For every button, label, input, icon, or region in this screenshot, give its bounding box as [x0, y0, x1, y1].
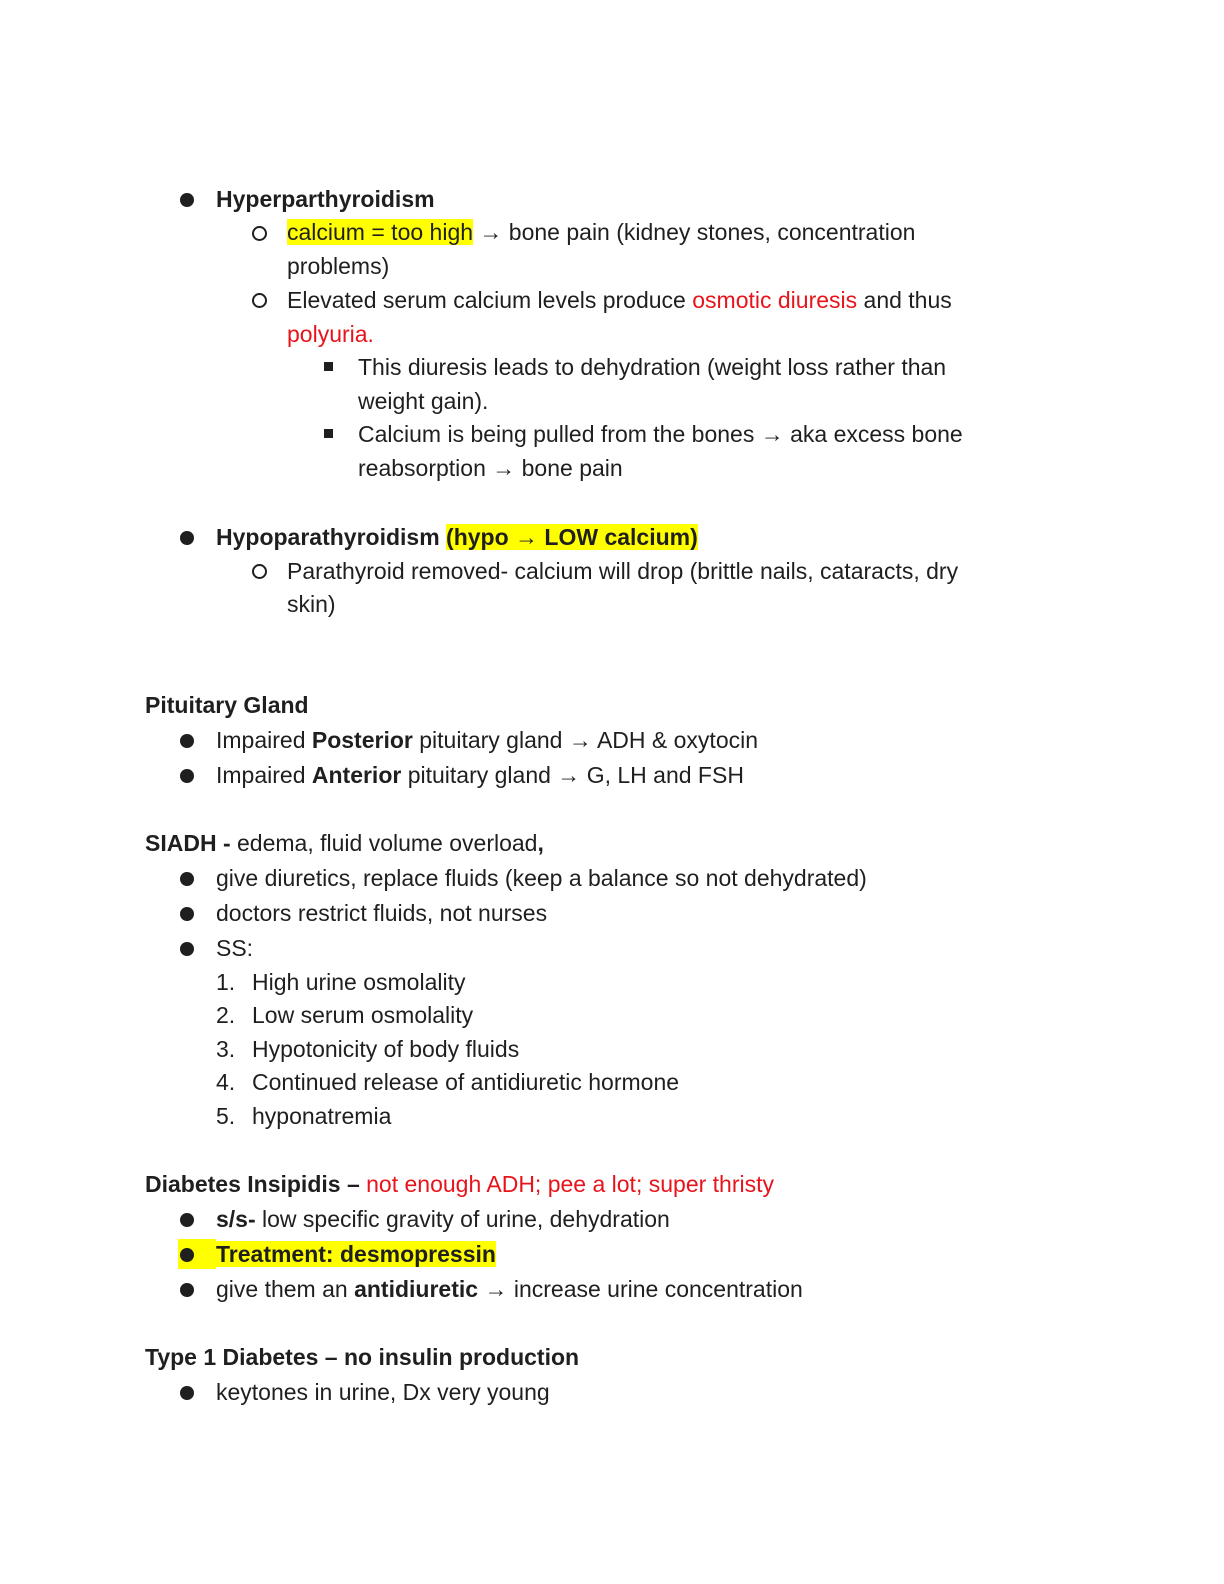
di-ss-label: s/s- — [216, 1206, 256, 1232]
bullet-icon — [180, 907, 194, 921]
di-bullet-1 — [216, 1205, 670, 1233]
highlight-calcium-too-high: calcium = too high — [287, 219, 474, 245]
siadh-bullet-3: SS: — [216, 935, 254, 961]
hyperpara-sub-2 — [287, 286, 952, 314]
desmopressin-text: desmopressin — [339, 1241, 496, 1267]
pituitary-bullet-2 — [216, 761, 744, 789]
square-bullet-icon — [324, 362, 333, 371]
circle-bullet-icon — [252, 564, 267, 579]
siadh-desc: edema, fluid volume overload — [230, 830, 538, 856]
osmotic-diuresis-text: osmotic diuresis — [692, 287, 858, 313]
list-item: Low serum osmolality — [252, 1002, 474, 1028]
hypopara-title-text: Hypoparathyroidism — [216, 524, 447, 550]
hyperpara-detail-2-cont: reabsorption → bone pain — [358, 455, 623, 481]
t1d-bullet-1: keytones in urine, Dx very young — [216, 1379, 550, 1405]
circle-bullet-icon — [252, 293, 267, 308]
circle-bullet-icon — [252, 226, 267, 241]
hyperparathyroidism-title: Hyperparthyroidism — [216, 186, 435, 212]
siadh-heading — [145, 829, 544, 857]
bullet-icon — [180, 1248, 194, 1262]
pituitary-b2-b: pituitary gland → G, LH and FSH — [401, 762, 744, 788]
list-number: 3. — [216, 1036, 236, 1062]
type1-diabetes-heading: Type 1 Diabetes – no insulin production — [145, 1344, 580, 1370]
bullet-icon — [180, 769, 194, 783]
square-bullet-icon — [324, 429, 333, 438]
list-item: Continued release of antidiuretic hormone — [252, 1069, 680, 1095]
polyuria-text: polyuria. — [287, 321, 374, 347]
anterior-bold: Anterior — [311, 762, 402, 788]
list-number: 2. — [216, 1002, 236, 1028]
hyperpara-detail-2: Calcium is being pulled from the bones → aka excess bone — [358, 421, 963, 447]
list-number: 1. — [216, 969, 236, 995]
di-bullet-3 — [216, 1275, 803, 1303]
list-number: 4. — [216, 1069, 236, 1095]
hypoparathyroidism-title — [216, 523, 698, 551]
hypopara-sub-1: Parathyroid removed- calcium will drop (brittle nails, cataracts, dry — [287, 558, 959, 584]
posterior-bold: Posterior — [311, 727, 413, 753]
bullet-icon — [180, 193, 194, 207]
hyperpara-sub-1 — [287, 218, 915, 246]
pituitary-b2-a: Impaired — [216, 762, 312, 788]
hypopara-sub-1-cont: skin) — [287, 591, 336, 617]
hyperpara-detail-1-cont: weight gain). — [358, 388, 489, 414]
list-item: Hypotonicity of body fluids — [252, 1036, 520, 1062]
bullet-icon — [180, 1213, 194, 1227]
highlight-low-calcium: (hypo → LOW calcium) — [446, 524, 698, 550]
antidiuretic-bold: antidiuretic — [354, 1276, 479, 1302]
list-number: 5. — [216, 1103, 236, 1129]
hyperpara-sub-2-text-a: Elevated serum calcium levels produce — [287, 287, 693, 313]
pituitary-heading: Pituitary Gland — [145, 692, 309, 718]
di-bullet-2 — [216, 1240, 496, 1268]
hyperpara-sub-1-text: → bone pain (kidney stones, concentration — [473, 219, 916, 245]
pituitary-b1-a: Impaired — [216, 727, 312, 753]
list-item: hyponatremia — [252, 1103, 392, 1129]
siadh-bullet-1: give diuretics, replace fluids (keep a balance so not dehydrated) — [216, 865, 867, 891]
siadh-label: SIADH - — [145, 830, 231, 856]
diabetes-insipidus-heading — [145, 1170, 774, 1198]
di-b3-b: → increase urine concentration — [478, 1276, 803, 1302]
siadh-comma: , — [537, 830, 544, 856]
bullet-icon — [180, 942, 194, 956]
bullet-icon — [180, 1386, 194, 1400]
di-b3-a: give them an — [216, 1276, 355, 1302]
hyperpara-detail-1: This diuresis leads to dehydration (weight loss rather than — [358, 354, 947, 380]
bullet-icon — [180, 872, 194, 886]
di-desc-red: not enough ADH; pee a lot; super thristy — [359, 1171, 774, 1197]
hyperpara-sub-1-cont: problems) — [287, 253, 390, 279]
bullet-icon — [180, 531, 194, 545]
bullet-icon — [180, 1283, 194, 1297]
siadh-bullet-2: doctors restrict fluids, not nurses — [216, 900, 548, 926]
treatment-label: Treatment: — [216, 1241, 340, 1267]
list-item: High urine osmolality — [252, 969, 466, 995]
di-ss-text: low specific gravity of urine, dehydration — [255, 1206, 670, 1232]
pituitary-b1-b: pituitary gland → ADH & oxytocin — [412, 727, 759, 753]
pituitary-bullet-1 — [216, 726, 758, 754]
di-label: Diabetes Insipidis – — [145, 1171, 360, 1197]
hyperpara-sub-2-text-b: and thus — [857, 287, 952, 313]
bullet-icon — [180, 734, 194, 748]
